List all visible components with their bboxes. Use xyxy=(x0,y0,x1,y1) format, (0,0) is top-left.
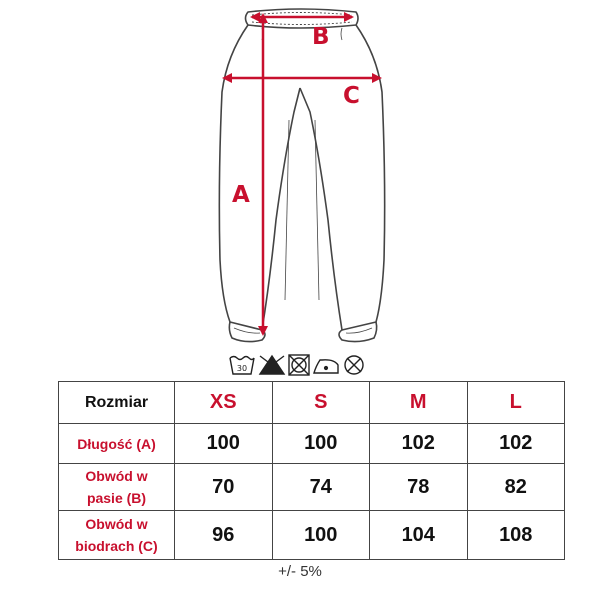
care-symbols xyxy=(228,352,376,378)
table-cell: 108 xyxy=(467,511,565,560)
do-not-bleach-icon xyxy=(260,356,284,374)
size-s: S xyxy=(272,382,370,424)
table-cell: 102 xyxy=(370,424,468,464)
size-m: M xyxy=(370,382,468,424)
table-cell: 100 xyxy=(272,424,370,464)
iron-low-icon xyxy=(314,360,338,373)
table-cell: 78 xyxy=(370,464,468,511)
table-row xyxy=(59,424,565,464)
table-row xyxy=(59,464,565,511)
size-header-cell: Rozmiar xyxy=(59,382,175,424)
table-cell: 96 xyxy=(175,511,273,560)
table-cell: 74 xyxy=(272,464,370,511)
do-not-dry-clean-icon xyxy=(345,356,363,374)
table-cell: 102 xyxy=(467,424,565,464)
label-a: A xyxy=(232,182,250,208)
size-table xyxy=(58,381,565,560)
svg-text:30: 30 xyxy=(236,364,248,373)
table-row xyxy=(59,511,565,560)
table-header-row xyxy=(59,382,565,424)
label-b: B xyxy=(312,24,330,50)
pants-outline xyxy=(219,9,384,342)
table-cell: 82 xyxy=(467,464,565,511)
tolerance-note: +/- 5% xyxy=(278,563,322,580)
wash-30-icon xyxy=(230,357,254,375)
table-cell: 104 xyxy=(370,511,468,560)
row-label-hips: Obwód w biodrach (C) xyxy=(59,511,175,560)
size-l: L xyxy=(467,382,565,424)
label-c: C xyxy=(343,83,360,109)
table-cell: 70 xyxy=(175,464,273,511)
do-not-tumble-dry-icon xyxy=(289,355,309,375)
row-label-waist: Obwód w pasie (B) xyxy=(59,464,175,511)
row-label-length: Długość (A) xyxy=(59,424,175,464)
size-xs: XS xyxy=(175,382,273,424)
table-cell: 100 xyxy=(175,424,273,464)
table-cell: 100 xyxy=(272,511,370,560)
